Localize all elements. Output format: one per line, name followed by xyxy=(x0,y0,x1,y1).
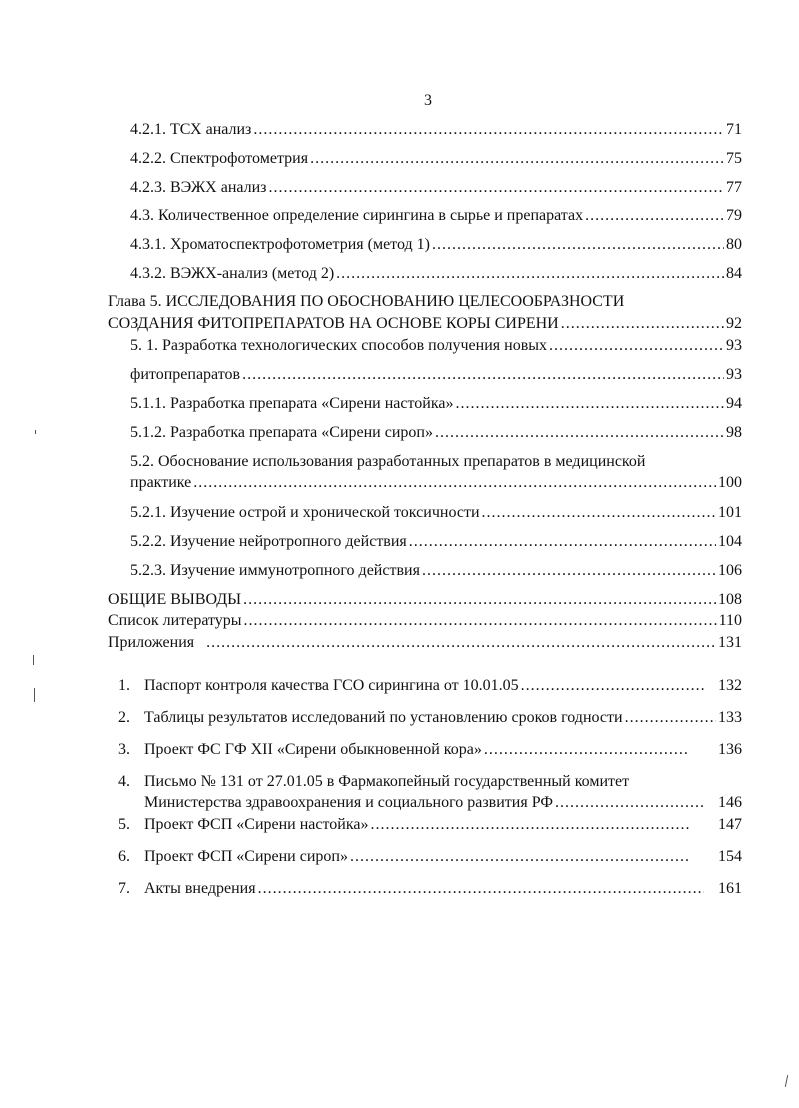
toc-entry: 5.1.2. Разработка препарата «Сирени сироп» ..... 98 xyxy=(130,424,742,442)
toc-entry: 4.2.2. Спектрофотометрия ..... 75 xyxy=(130,150,742,168)
toc-entry: 5.1.1. Разработка препарата «Сирени настойка» ..... 94 xyxy=(130,395,742,413)
toc-entry: Приложения ..... 131 xyxy=(108,634,742,652)
appendix-item: Министерства здравоохранения и социального развития РФ ..... 146 xyxy=(144,794,742,812)
toc-entry: практике ..... 100 xyxy=(130,474,742,492)
toc-entry: 4.3.1. Хроматоспектрофотометрия (метод 1) ..... 80 xyxy=(130,236,742,254)
toc-entry: 4.2.1. ТСХ анализ ..... 71 xyxy=(130,121,742,139)
appendix-item: 1. Паспорт контроля качества ГСО сирингина от 10.01.05 ..... 132 xyxy=(118,677,742,695)
scan-speck xyxy=(34,688,35,702)
appendix-item: 5. Проект ФСП «Сирени настойка» ..... 147 xyxy=(118,816,742,834)
appendix-item: 2. Таблицы результатов исследований по установлению сроков годности ..... 133 xyxy=(118,709,742,727)
appendix-item: 6. Проект ФСП «Сирени сироп» ..... 154 xyxy=(118,848,742,866)
toc-entry: фитопрепаратов ..... 93 xyxy=(130,366,742,384)
toc-entry: 5.2.3. Изучение иммунотропного действия ..... 106 xyxy=(130,562,742,580)
scan-speck xyxy=(785,1075,788,1087)
appendix-item: 3. Проект ФС ГФ XII «Сирени обыкновенной кора» ..... 136 xyxy=(118,741,742,759)
toc-entry: 5.2.1. Изучение острой и хронической токсичности ..... 101 xyxy=(130,504,742,522)
toc-entry: СОЗДАНИЯ ФИТОПРЕПАРАТОВ НА ОСНОВЕ КОРЫ СИРЕНИ ..... 92 xyxy=(108,315,742,333)
toc-entry: 4.2.3. ВЭЖХ анализ ..... 77 xyxy=(130,179,742,197)
chapter-heading-line1: Глава 5. ИССЛЕДОВАНИЯ ПО ОБОСНОВАНИЮ ЦЕЛЕСООБРАЗНОСТИ xyxy=(108,293,625,310)
appendix-item: 7. Акты внедрения ..... 161 xyxy=(118,880,742,898)
page-number: 3 xyxy=(424,92,432,109)
scan-speck xyxy=(35,430,36,434)
toc-entry: ОБЩИЕ ВЫВОДЫ ..... 108 xyxy=(108,591,742,609)
toc-entry-line1: 5.2. Обоснование использования разработанных препаратов в медицинской xyxy=(130,453,646,470)
toc-entry: 5.2.2. Изучение нейротропного действия ..... 104 xyxy=(130,533,742,551)
toc-entry: 5. 1. Разработка технологических способов получения новых ..... 93 xyxy=(130,337,742,355)
scan-speck xyxy=(33,655,34,665)
appendix-item-line1: 4. Письмо № 131 от 27.01.05 в Фармакопейный государственный комитет xyxy=(118,773,630,790)
toc-entry: 4.3. Количественное определение сирингина в сырье и препаратах ..... 79 xyxy=(130,207,742,225)
toc-entry: 4.3.2. ВЭЖХ-анализ (метод 2) ..... 84 xyxy=(130,265,742,283)
toc-entry: Список литературы ..... 110 xyxy=(108,612,742,630)
